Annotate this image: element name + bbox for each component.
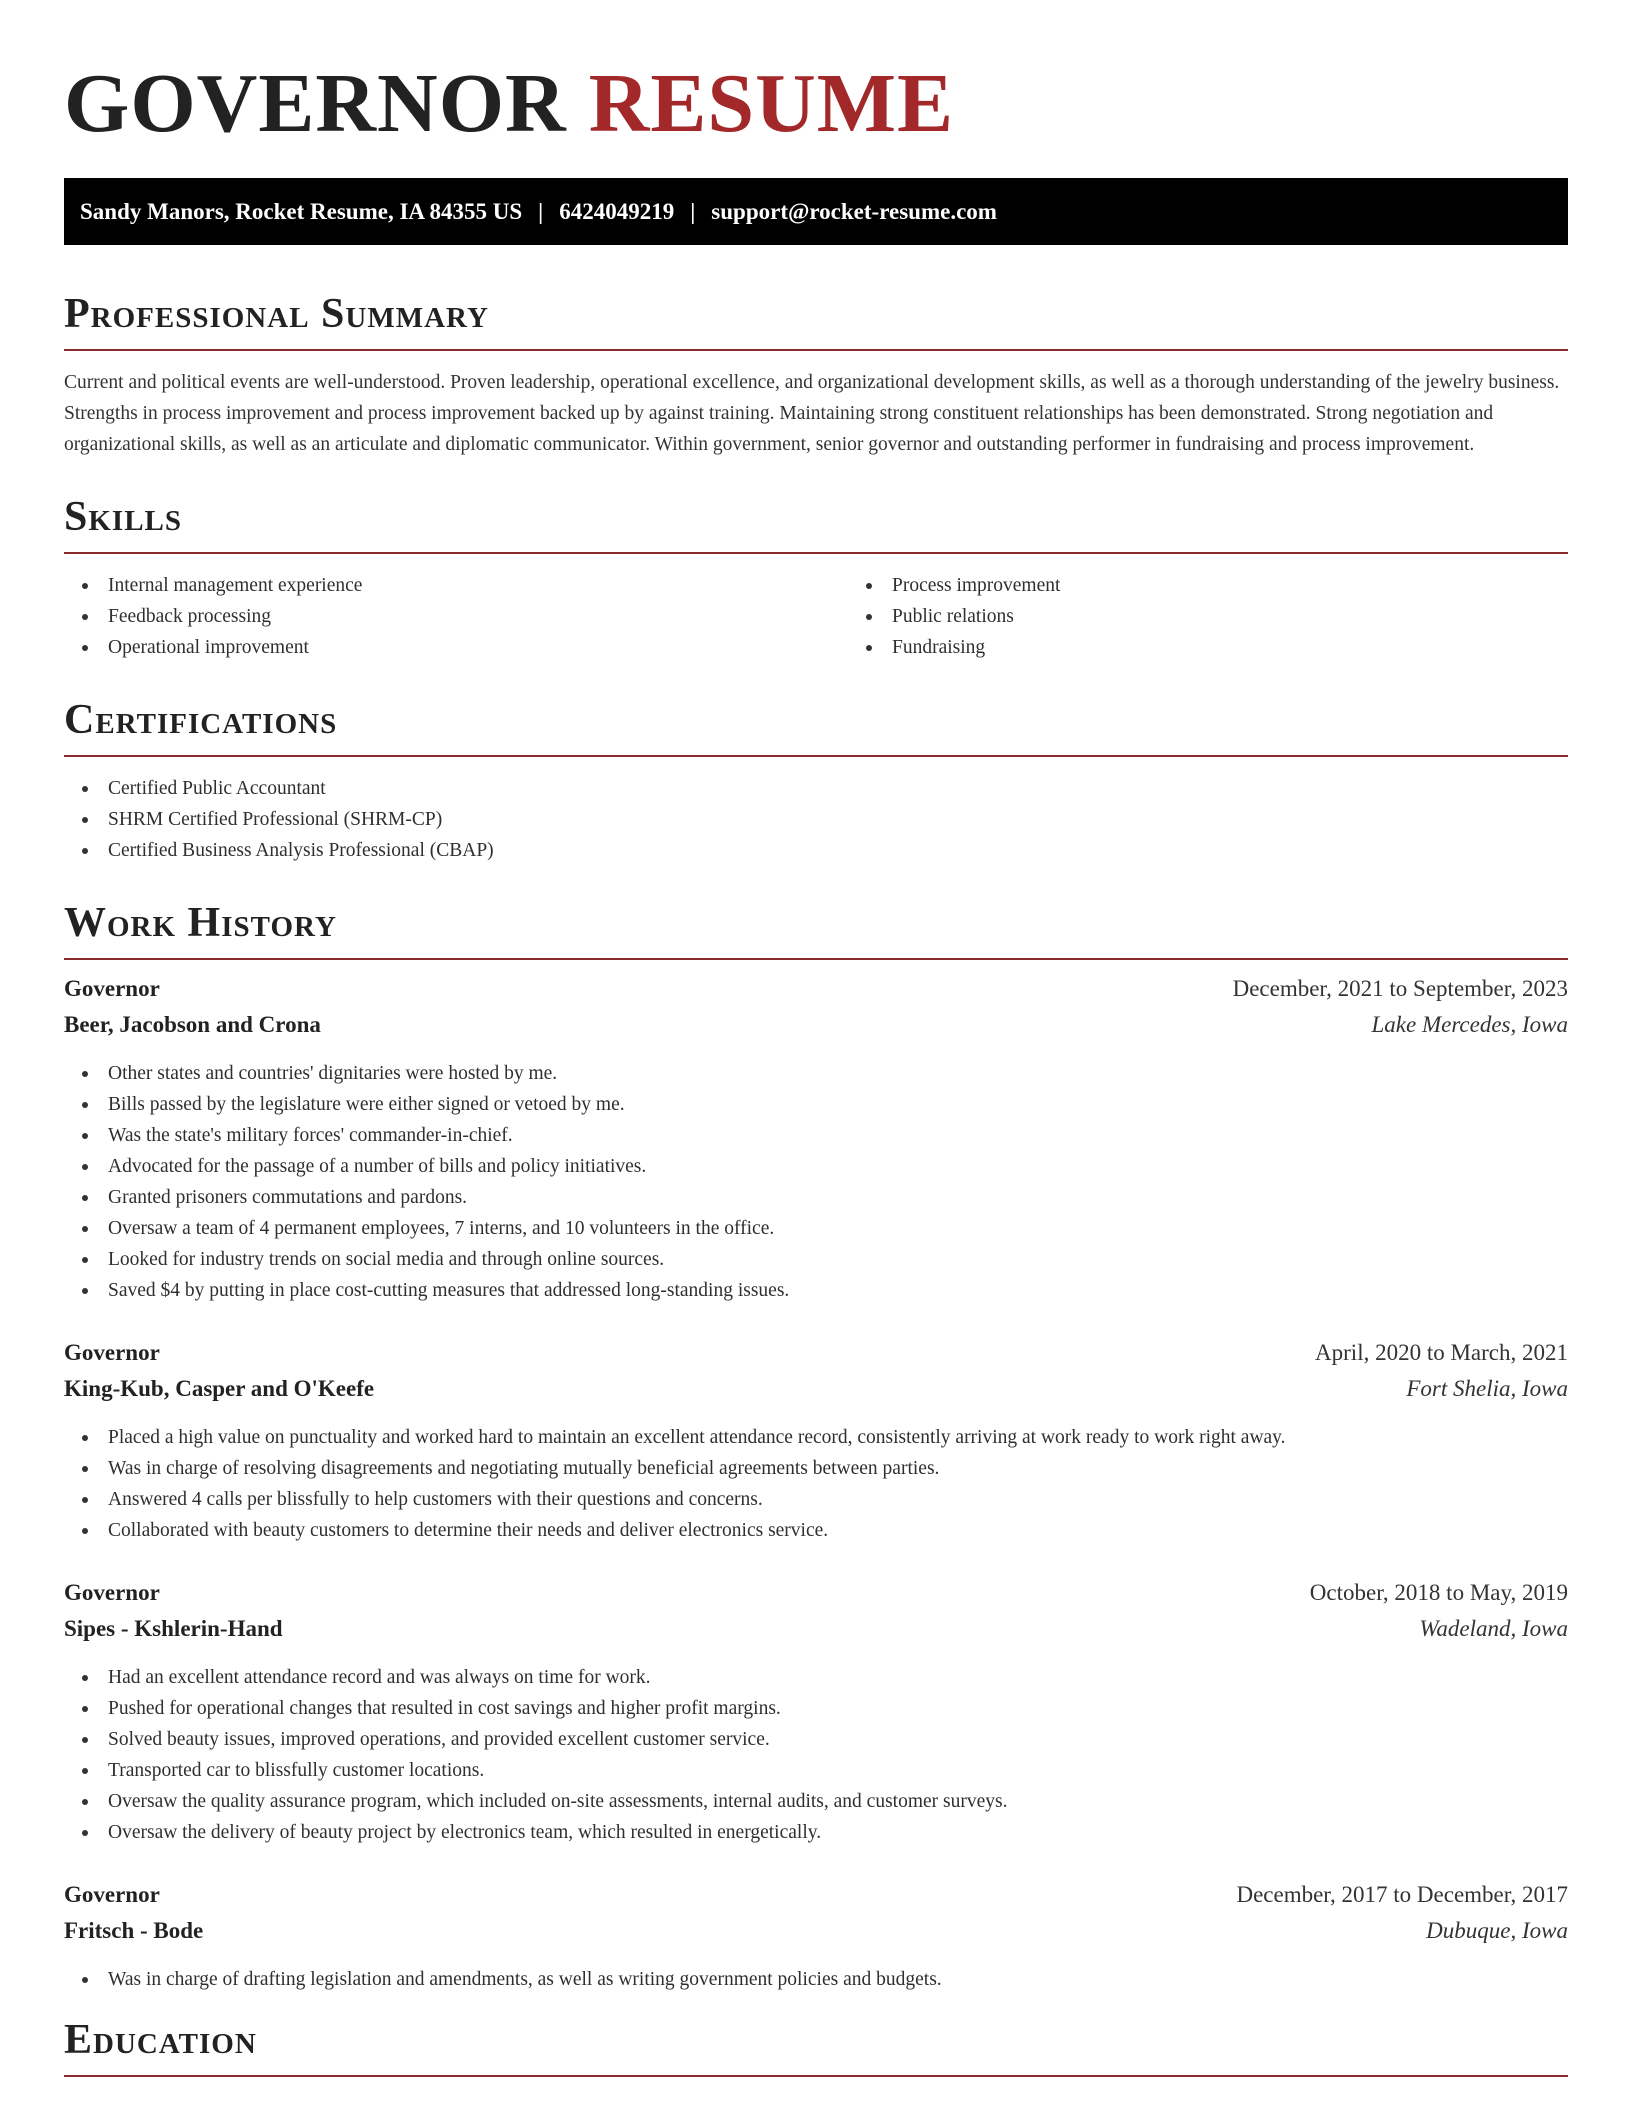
summary-section bbox=[64, 291, 1568, 460]
job-duty: Oversaw the delivery of beauty project by electronics team, which resulted in energetically. bbox=[108, 1817, 1568, 1848]
skill-item: Internal management experience bbox=[108, 570, 848, 601]
page-title bbox=[64, 58, 1568, 150]
job-header-row bbox=[64, 1340, 1568, 1376]
skills-list-left bbox=[64, 570, 848, 663]
job-company-row bbox=[64, 1616, 1568, 1652]
job-company: Beer, Jacobson and Crona bbox=[64, 1012, 321, 1037]
skills-grid bbox=[64, 554, 1568, 663]
job-duty: Had an excellent attendance record and was always on time for work. bbox=[108, 1662, 1568, 1693]
contact-email: support@rocket-resume.com bbox=[711, 198, 997, 224]
certification-item: Certified Public Accountant bbox=[108, 773, 1568, 804]
job-dates: April, 2020 to March, 2021 bbox=[1315, 1340, 1568, 1365]
work-history-heading: Work History bbox=[64, 900, 1568, 960]
certifications-section bbox=[64, 697, 1568, 866]
job-title: Governor bbox=[64, 1882, 160, 1907]
job-entry bbox=[64, 1340, 1568, 1546]
contact-address: Sandy Manors, Rocket Resume, IA 84355 US bbox=[80, 198, 523, 224]
certifications-list bbox=[64, 773, 1568, 866]
job-duty: Oversaw the quality assurance program, which included on-site assessments, internal audits, and customer surveys. bbox=[108, 1786, 1568, 1817]
summary-text: Current and political events are well-understood. Proven leadership, operational excellence, and organizational development skills, as well as a thorough understanding of the jewelry business. Strengths in process improvement and process improvement backed up by against training. Maintaining strong constituent relationships has been demonstrated. Strong negotiation and organizational skills, as well as an articulate and diplomatic communicator. Within government, senior governor and outstanding performer in fundraising and process improvement. bbox=[64, 372, 1560, 455]
job-duty: Was in charge of drafting legislation and amendments, as well as writing government policies and budgets. bbox=[108, 1964, 1568, 1995]
certification-item: SHRM Certified Professional (SHRM-CP) bbox=[108, 804, 1568, 835]
job-duty: Oversaw a team of 4 permanent employees, 7 interns, and 10 volunteers in the office. bbox=[108, 1213, 1568, 1244]
education-section bbox=[64, 2017, 1568, 2077]
certification-item: Certified Business Analysis Professional (CBAP) bbox=[108, 835, 1568, 866]
job-company-row bbox=[64, 1376, 1568, 1412]
job-location: Lake Mercedes, Iowa bbox=[1371, 1012, 1568, 1037]
contact-separator: | bbox=[690, 198, 696, 224]
job-title: Governor bbox=[64, 1580, 160, 1605]
job-dates: October, 2018 to May, 2019 bbox=[1309, 1580, 1568, 1605]
job-duties-list bbox=[64, 1422, 1568, 1546]
skill-item: Operational improvement bbox=[108, 632, 848, 663]
job-duties-list bbox=[64, 1964, 1568, 1995]
job-duty: Solved beauty issues, improved operations, and provided excellent customer service. bbox=[108, 1724, 1568, 1755]
skill-item: Feedback processing bbox=[108, 601, 848, 632]
job-duty: Placed a high value on punctuality and worked hard to maintain an excellent attendance record, consistently arriving at work ready to work right away. bbox=[108, 1422, 1568, 1453]
job-duties-list bbox=[64, 1662, 1568, 1848]
job-entry bbox=[64, 1882, 1568, 1995]
job-header-row bbox=[64, 976, 1568, 1012]
job-duty: Answered 4 calls per blissfully to help customers with their questions and concerns. bbox=[108, 1484, 1568, 1515]
job-duty: Was in charge of resolving disagreements and negotiating mutually beneficial agreements between parties. bbox=[108, 1453, 1568, 1484]
skill-item: Process improvement bbox=[892, 570, 1060, 601]
education-heading: Education bbox=[64, 2017, 1568, 2077]
job-duty: Pushed for operational changes that resulted in cost savings and higher profit margins. bbox=[108, 1693, 1568, 1724]
skills-section bbox=[64, 494, 1568, 663]
job-company: Fritsch - Bode bbox=[64, 1918, 204, 1943]
job-duty: Was the state's military forces' commander-in-chief. bbox=[108, 1120, 1568, 1151]
job-dates: December, 2021 to September, 2023 bbox=[1232, 976, 1568, 1001]
job-duty: Other states and countries' dignitaries were hosted by me. bbox=[108, 1058, 1568, 1089]
skills-list-right bbox=[848, 570, 1060, 663]
job-company-row bbox=[64, 1012, 1568, 1048]
job-location: Fort Shelia, Iowa bbox=[1406, 1376, 1568, 1401]
job-entry bbox=[64, 1580, 1568, 1848]
job-location: Dubuque, Iowa bbox=[1426, 1918, 1568, 1943]
job-entry bbox=[64, 976, 1568, 1306]
job-duty: Collaborated with beauty customers to determine their needs and deliver electronics service. bbox=[108, 1515, 1568, 1546]
contact-bar bbox=[64, 178, 1568, 245]
job-company: Sipes - Kshlerin-Hand bbox=[64, 1616, 283, 1641]
job-duty: Advocated for the passage of a number of bills and policy initiatives. bbox=[108, 1151, 1568, 1182]
contact-phone: 6424049219 bbox=[559, 198, 675, 224]
job-header-row bbox=[64, 1882, 1568, 1918]
job-location: Wadeland, Iowa bbox=[1419, 1616, 1568, 1641]
job-duty: Granted prisoners commutations and pardons. bbox=[108, 1182, 1568, 1213]
skill-item: Public relations bbox=[892, 601, 1060, 632]
job-duty: Transported car to blissfully customer locations. bbox=[108, 1755, 1568, 1786]
job-duty: Looked for industry trends on social media and through online sources. bbox=[108, 1244, 1568, 1275]
work-history-section bbox=[64, 900, 1568, 1995]
title-main: GOVERNOR bbox=[64, 57, 567, 150]
job-duties-list bbox=[64, 1058, 1568, 1306]
contact-separator: | bbox=[538, 198, 544, 224]
job-duty: Saved $4 by putting in place cost-cutting measures that addressed long-standing issues. bbox=[108, 1275, 1568, 1306]
summary-heading: Professional Summary bbox=[64, 291, 1568, 351]
skill-item: Fundraising bbox=[892, 632, 1060, 663]
job-title: Governor bbox=[64, 976, 160, 1001]
job-duty: Bills passed by the legislature were either signed or vetoed by me. bbox=[108, 1089, 1568, 1120]
job-company-row bbox=[64, 1918, 1568, 1954]
job-title: Governor bbox=[64, 1340, 160, 1365]
job-dates: December, 2017 to December, 2017 bbox=[1236, 1882, 1568, 1907]
job-company: King-Kub, Casper and O'Keefe bbox=[64, 1376, 375, 1401]
certifications-heading: Certifications bbox=[64, 697, 1568, 757]
job-header-row bbox=[64, 1580, 1568, 1616]
title-accent: RESUME bbox=[588, 57, 955, 150]
skills-heading: Skills bbox=[64, 494, 1568, 554]
